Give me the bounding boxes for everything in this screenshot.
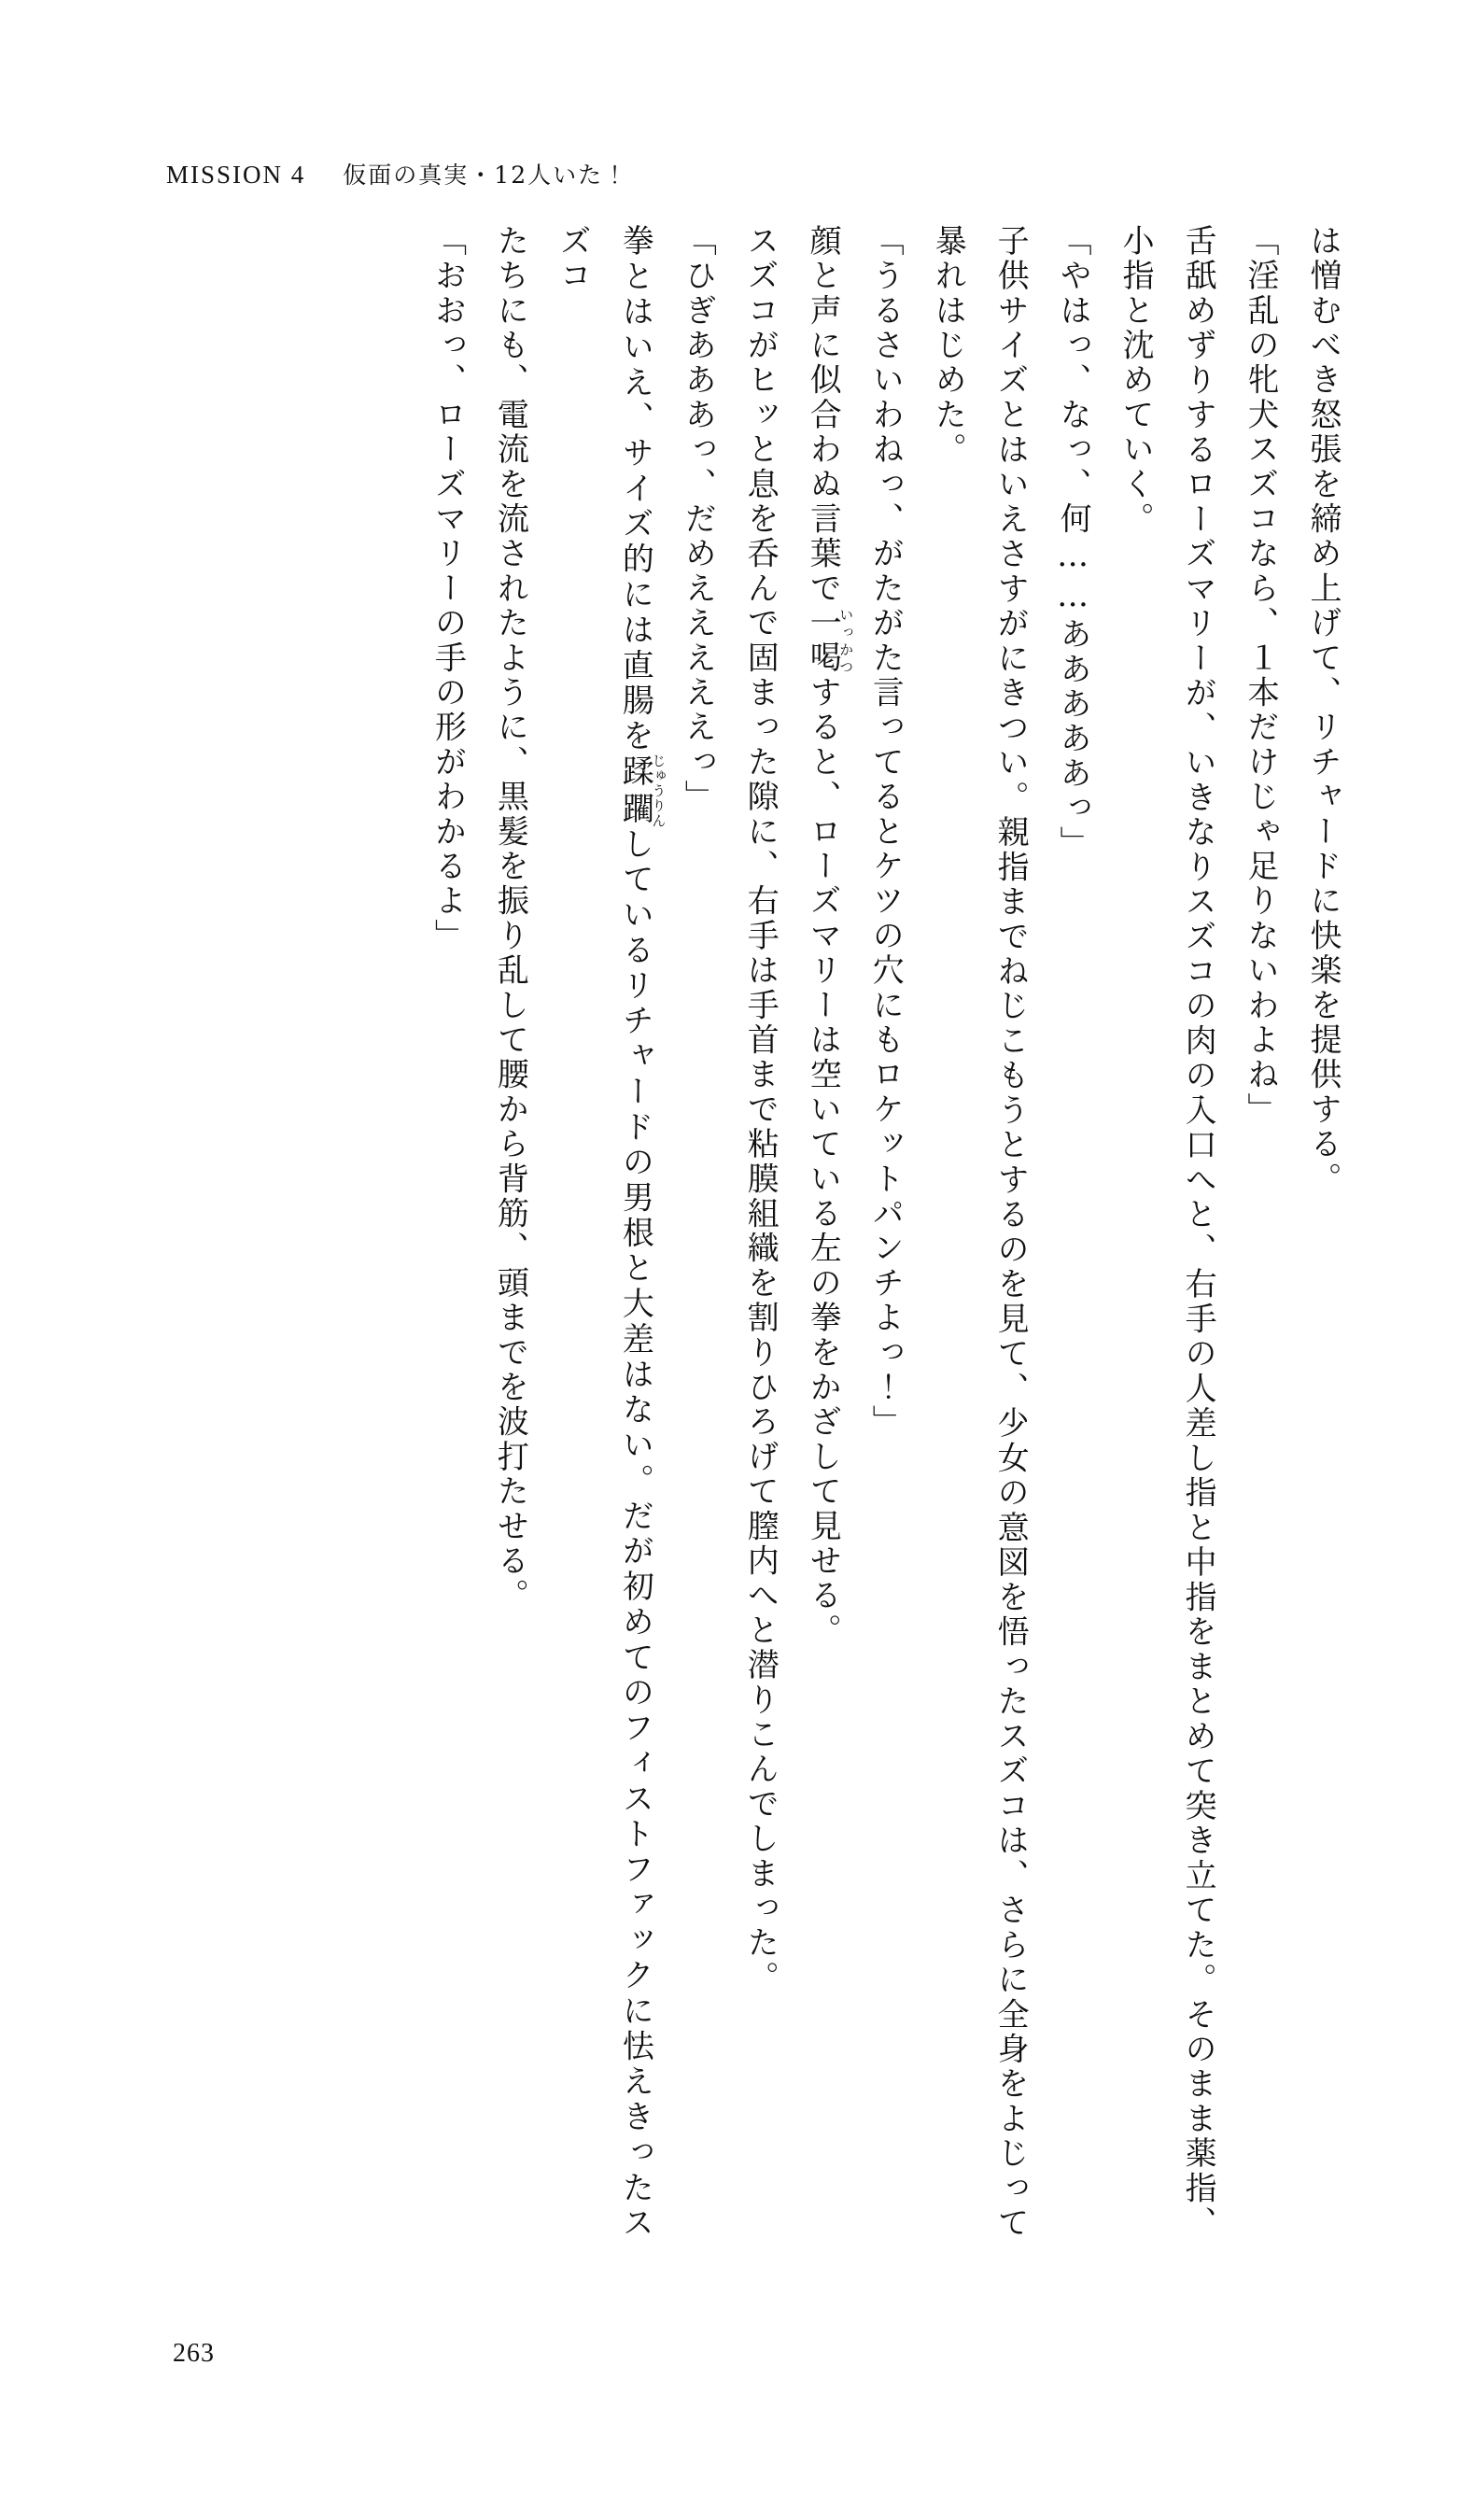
ruby-group — [616, 753, 667, 828]
running-head — [166, 157, 628, 190]
paragraph-with-ruby — [791, 224, 853, 2241]
paragraph: は憎むべき怒張を締め上げて、リチャードに快楽を提供する。 — [1304, 224, 1342, 1197]
mission-label: MISSION 4 — [166, 161, 306, 189]
chapter-title: 仮面の真実・12人いた！ — [343, 162, 629, 189]
ruby-base: 蹂躙 — [616, 753, 654, 828]
paragraph: 子供サイズとはいえさすがにきつい。親指までねじこもうとするのを見て、少女の意図を悟ったスズコは、さらに全身をよじって暴れはじめた。 — [929, 224, 1030, 2241]
paragraph-with-ruby — [541, 224, 666, 2241]
ruby-reading: じゅうりん — [650, 753, 667, 828]
paragraph: 舌舐めずりするローズマリーが、いきなりスズコの肉の入口へと、右手の人差し指と中指をまとめて突き立てた。そのまま薬指、小指と沈めていく。 — [1117, 224, 1217, 2241]
paragraph-ruby-lead: 顔と声に似合わぬ言葉で — [804, 224, 842, 607]
paragraph-ruby-lead: 拳とはいえ、サイズ的には直腸を — [616, 224, 654, 755]
ruby-group — [804, 606, 855, 676]
paragraph: 「淫乱の牝犬スズコなら、１本だけじゃ足りないわよね」 — [1242, 224, 1280, 1128]
paragraph: 「うるさいわねっ、がたがた言ってるとケツの穴にもロケットパンチよっ！」 — [866, 224, 905, 1440]
paragraph: スズコがヒッと息を呑んで固まった隙に、右手は手首まで粘膜組織を割りひろげて膣内へと潜りこんでしまった。 — [741, 224, 780, 1996]
paragraph-ruby-tail: すると、ローズマリーは空いている左の拳をかざして見せる。 — [804, 675, 842, 1649]
page-body — [140, 224, 1354, 2241]
paragraph: 「ひぎあああっ、だめえええええっ」 — [679, 224, 717, 815]
paragraph: 「おおっ、ローズマリーの手の形がわかるよ」 — [428, 224, 467, 954]
page-number: 263 — [173, 2339, 215, 2368]
paragraph: 「やはっ、なっ、何……あああああっ」 — [1054, 224, 1092, 861]
ruby-base: 一喝 — [804, 606, 842, 676]
paragraph-ruby-tail: しているリチャードの男根と大差はない。だが初めてのフィストファックに怯えきったスズコ — [554, 224, 654, 2241]
ruby-reading: いっかつ — [837, 606, 855, 676]
paragraph: たちにも、電流を流されたように、黒髪を振り乱して腰から背筋、頭までを波打たせる。 — [491, 224, 529, 1613]
